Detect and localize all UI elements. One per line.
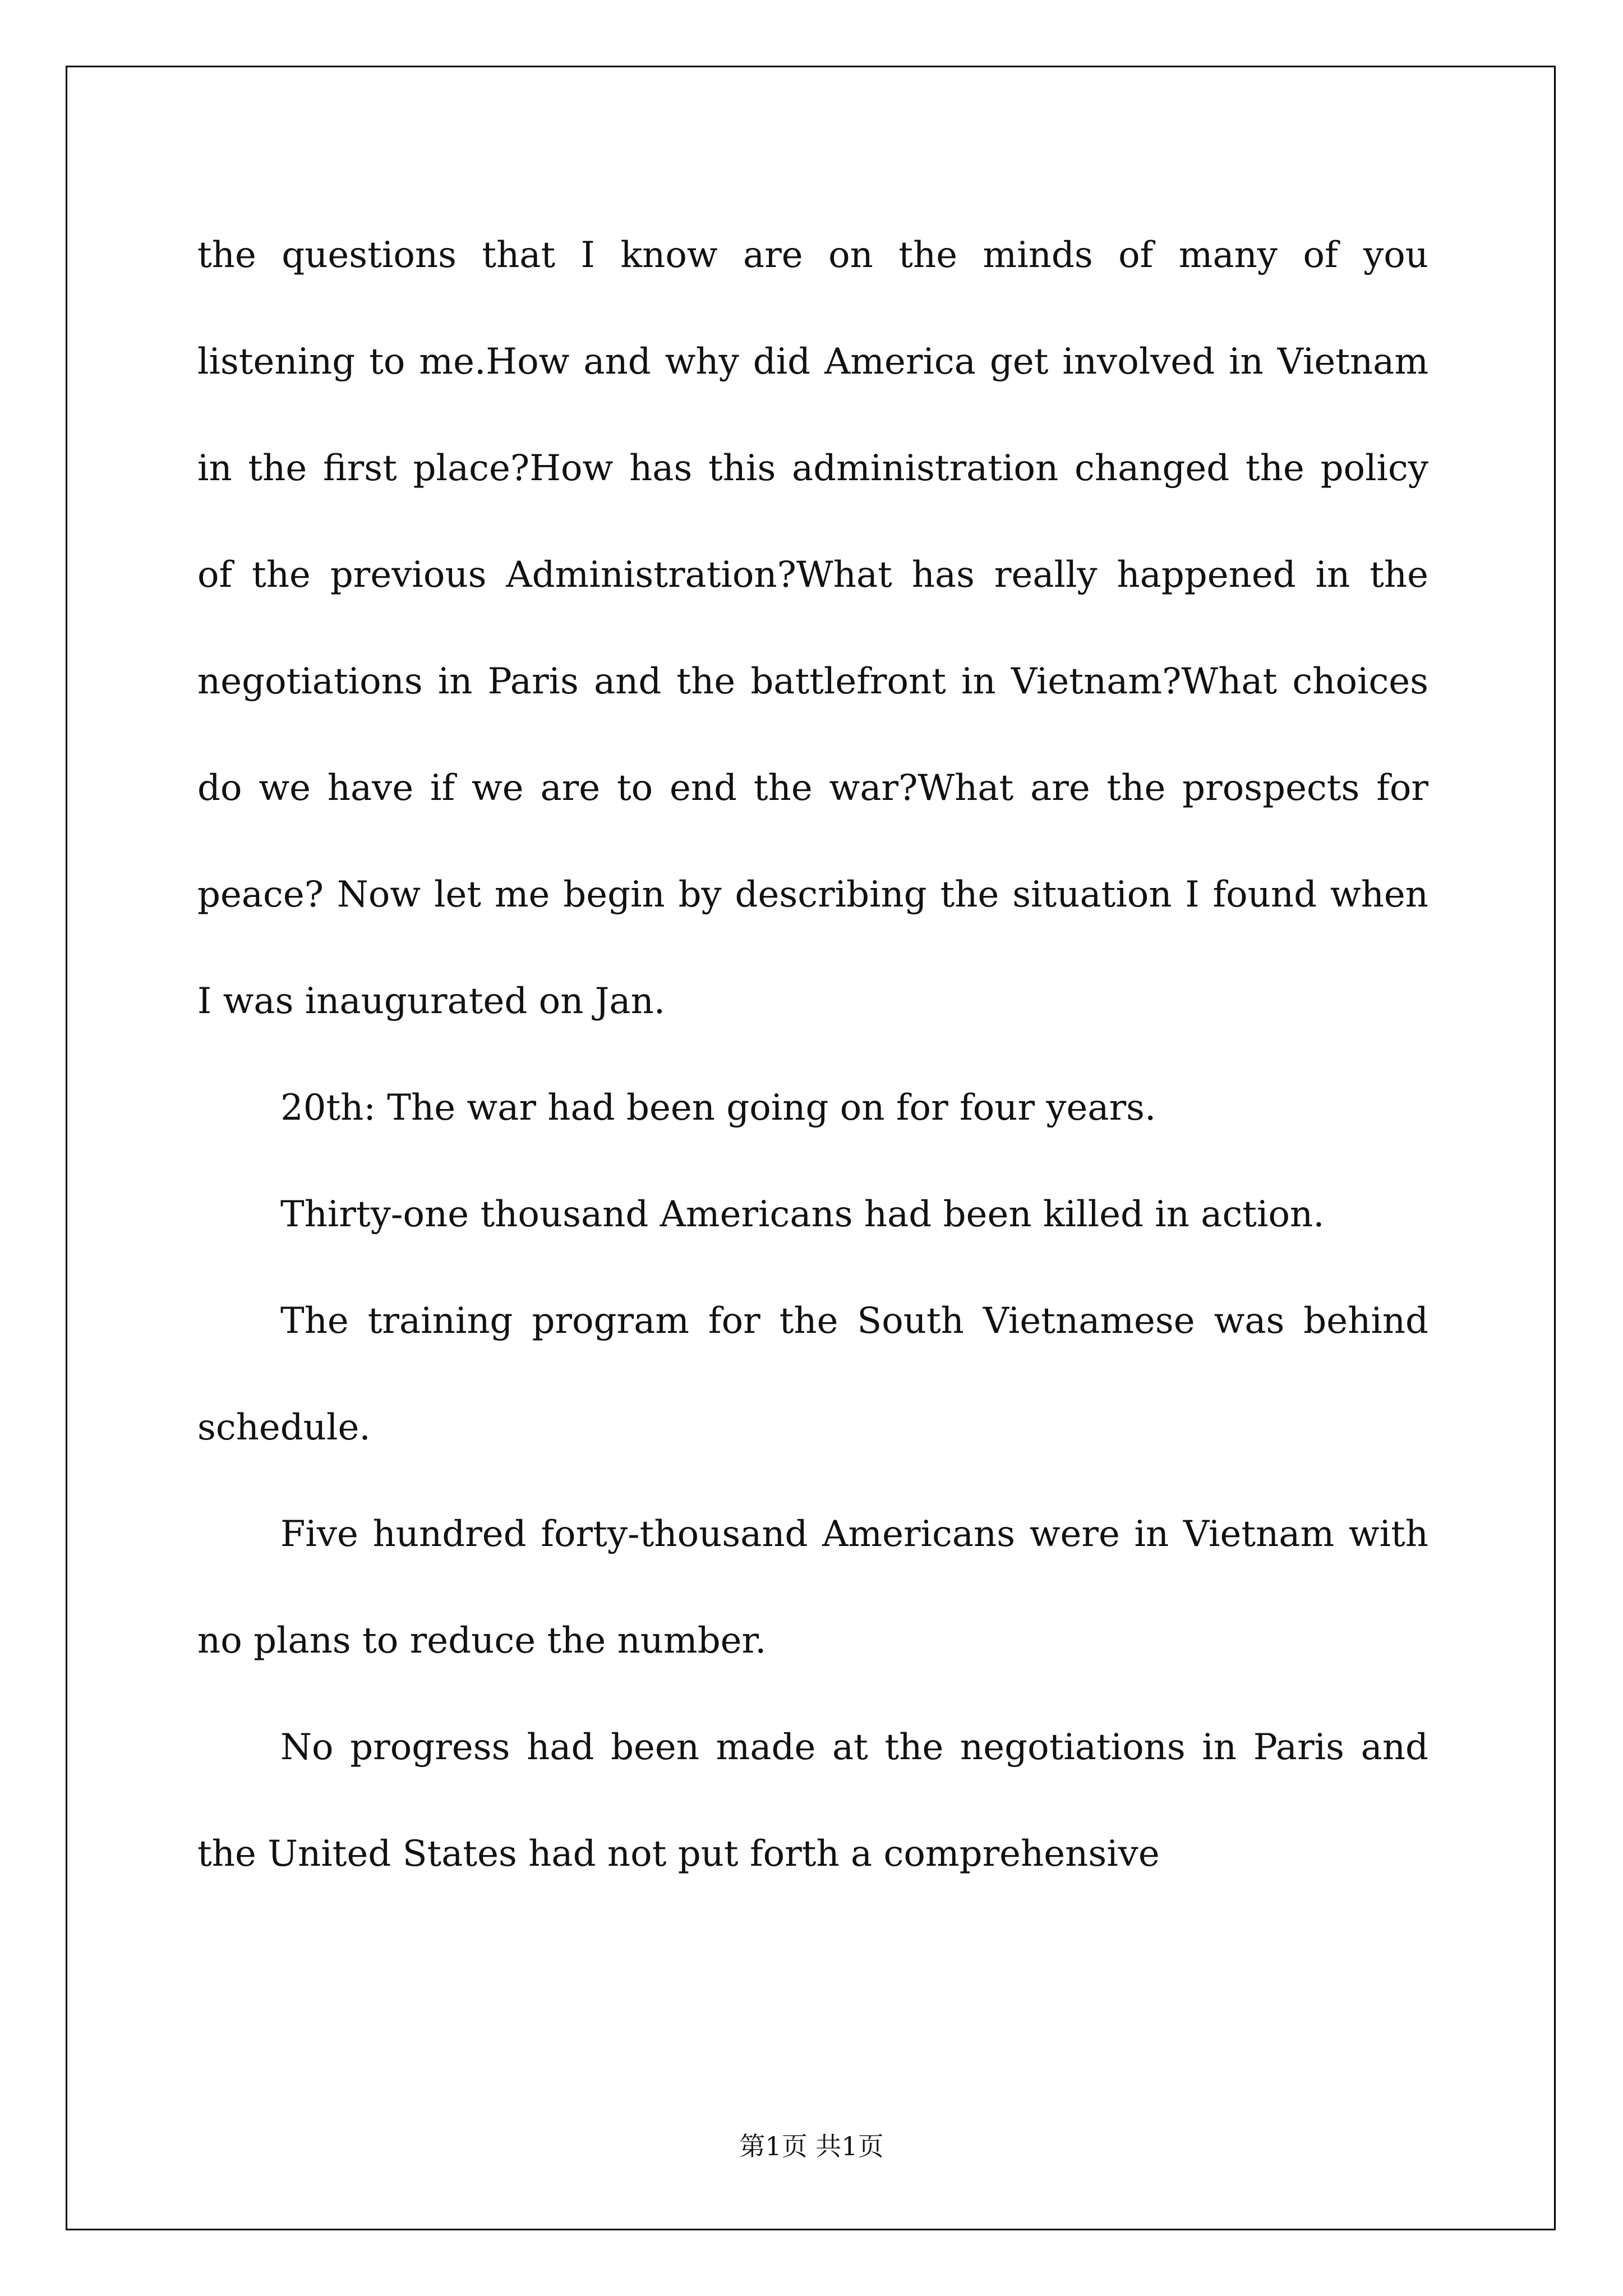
paragraph-2: 20th: The war had been going on for four years. — [280, 1087, 1156, 1129]
paragraph-5: Five hundred forty-thousand Americans were in Vietnam with no plans to reduce the number. — [197, 1513, 1428, 1662]
paragraph-6: No progress had been made at the negotiations in Paris and the United States had not put forth a comprehensive — [197, 1727, 1428, 1875]
paragraph-1: the questions that I know are on the minds of many of you listening to me.How and why did America get involved in Vietnam in the first place?How has this administration changed the policy of the previous Administration?What has really happened in the negotiations in Paris and the battlefront in Vietnam?What choices do we have if we are to end the war?What are the prospects for peace? Now let me begin by describing the situation I found when I was inaugurated on Jan. — [197, 234, 1428, 1022]
document-body — [197, 202, 1428, 1907]
paragraph-3: Thirty-one thousand Americans had been killed in action. — [280, 1194, 1325, 1235]
page-number-footer: 第1页 共1页 — [739, 2131, 884, 2161]
paragraph-4: The training program for the South Vietnamese was behind schedule. — [197, 1300, 1428, 1448]
